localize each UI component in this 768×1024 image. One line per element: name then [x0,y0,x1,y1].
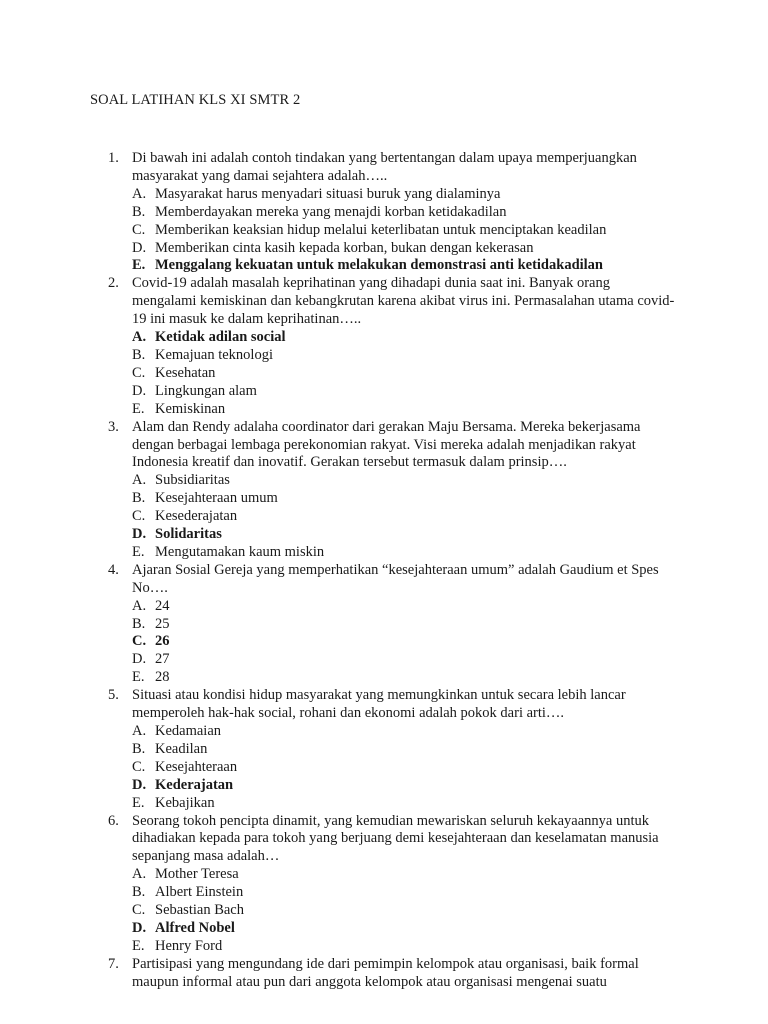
option-letter: C. [132,902,146,919]
option-letter: C. [132,508,146,525]
answer-option [132,365,676,383]
option-text: Alfred Nobel [155,919,235,936]
answer-option [132,472,676,490]
question-text: Alam dan Rendy adalaha coordinator dari gerakan Maju Bersama. Mereka bekerjasama dengan berbagai lembaga perekonomian rakyat. Visi mereka adalah menjadikan rakyat Indonesia kreatif dan inovatif. Gerakan tersebut termasuk dalam prinsip…. [132,418,641,471]
option-text: Memberdayakan mereka yang menajdi korban ketidakadilan [155,203,507,220]
option-text: Subsidiaritas [155,472,230,489]
option-text: Kemiskinan [155,400,226,417]
option-letter: B. [132,884,146,901]
answer-options [132,186,676,276]
answer-options [132,598,676,688]
option-text: Masyarakat harus menyadari situasi buruk yang dialaminya [155,185,501,202]
option-letter: C. [132,364,146,381]
option-text: Kesehatan [155,364,216,381]
option-text: Henry Ford [155,937,223,954]
option-letter: B. [132,615,146,632]
option-letter: D. [132,776,147,793]
answer-option [132,490,676,508]
question-number: 1. [108,150,119,166]
question-text: Seorang tokoh pencipta dinamit, yang kemudian mewariskan seluruh kekayaannya untuk dihadiakan kepada para tokoh yang berjuang demi kesejahteraan dan keselamatan manusia sepanjang masa adalah… [132,812,659,865]
answer-option [132,186,676,204]
option-text: Memberikan cinta kasih kepada korban, bukan dengan kekerasan [155,239,534,256]
question-number: 5. [108,687,119,704]
option-text: Sebastian Bach [155,902,244,919]
answer-option [132,383,676,401]
answer-option [132,795,676,813]
option-letter: E. [132,257,146,274]
question-number: 3. [108,418,119,435]
answer-options [132,866,676,956]
option-text: 24 [155,597,170,614]
option-letter: C. [132,633,147,650]
question-item [108,956,676,992]
option-letter: A. [132,723,147,739]
answer-option [132,938,676,956]
answer-option [132,651,676,669]
option-letter: D. [132,651,147,668]
answer-option [132,598,676,616]
option-text: Memberikan keaksian hidup melalui keterlibatan untuk menciptakan keadilan [155,221,607,238]
answer-options [132,329,676,419]
question-item [108,813,676,956]
option-letter: A. [132,185,147,202]
option-text: Solidaritas [155,526,222,543]
question-number: 7. [108,955,119,972]
answer-option [132,222,676,240]
option-letter: A. [132,472,147,489]
option-letter: C. [132,221,146,238]
answer-option-correct [132,633,676,651]
answer-option-correct [132,920,676,938]
question-text: Covid-19 adalah masalah keprihatinan yang dihadapi dunia saat ini. Banyak orang mengalami kemiskinan dan kebangkrutan karena akibat virus ini. Permasalahan utama covid-19 ini masuk ke dalam keprihatinan….. [132,275,675,328]
option-text: 25 [155,615,170,632]
option-text: 28 [155,669,170,686]
option-text: Kederajatan [155,776,234,793]
option-letter: E. [132,794,145,811]
answer-option [132,902,676,920]
option-text: Mother Teresa [155,866,239,883]
option-text: Mengutamakan kaum miskin [155,543,325,560]
answer-option [132,240,676,258]
answer-option [132,669,676,687]
answer-option [132,204,676,222]
option-text: Kebajikan [155,794,215,811]
answer-option [132,508,676,526]
option-text: Albert Einstein [155,884,244,901]
question-text: Partisipasi yang mengundang ide dari pemimpin kelompok atau organisasi, baik formal maupun informal atau pun dari anggota kelompok atau organisasi mengenai suatu [132,955,639,990]
answer-option [132,401,676,419]
document-title: SOAL LATIHAN KLS XI SMTR 2 [90,92,301,108]
question-text: Situasi atau kondisi hidup masyarakat yang memungkinkan untuk secara lebih lancar memperoleh hak-hak social, rohani dan ekonomi adalah pokok dari arti…. [132,687,626,722]
option-letter: E. [132,937,145,954]
answer-option [132,741,676,759]
answer-option [132,347,676,365]
option-letter: C. [132,758,146,775]
option-letter: E. [132,669,145,686]
option-text: Kesejahteraan [155,758,238,775]
question-text: Ajaran Sosial Gereja yang memperhatikan “kesejahteraan umum” adalah Gaudium et Spes No…. [132,561,659,596]
option-letter: B. [132,740,146,757]
answer-options [132,472,676,562]
question-number: 4. [108,561,119,578]
question-item [108,275,676,418]
option-text: 26 [155,633,170,650]
option-letter: B. [132,203,146,220]
option-text: Menggalang kekuatan untuk melakukan demonstrasi anti ketidakadilan [155,257,603,274]
answer-option [132,616,676,634]
option-letter: D. [132,382,147,399]
question-item [108,150,676,275]
answer-option-correct [132,257,676,275]
answer-options [132,723,676,813]
option-letter: A. [132,329,147,346]
option-letter: E. [132,400,145,417]
question-number: 2. [108,275,119,292]
option-letter: A. [132,866,147,883]
option-letter: B. [132,346,146,363]
option-letter: D. [132,919,147,936]
option-text: Kesejahteraan umum [155,490,278,507]
answer-option-correct [132,329,676,347]
answer-option [132,759,676,777]
question-list [108,150,676,992]
answer-option [132,544,676,562]
answer-option-correct [132,526,676,544]
question-item [108,419,676,562]
option-letter: E. [132,543,145,560]
option-letter: A. [132,597,147,614]
option-letter: D. [132,526,147,543]
option-text: Kedamaian [155,723,222,739]
answer-option [132,884,676,902]
option-text: 27 [155,651,170,668]
question-number: 6. [108,812,119,829]
answer-option [132,723,676,741]
option-letter: D. [132,239,147,256]
option-text: Lingkungan alam [155,382,257,399]
question-text: Di bawah ini adalah contoh tindakan yang bertentangan dalam upaya memperjuangkan masyarakat yang damai sejahtera adalah….. [132,150,637,184]
answer-option [132,866,676,884]
answer-option-correct [132,777,676,795]
option-text: Kemajuan teknologi [155,346,273,363]
option-text: Ketidak adilan social [155,329,286,346]
question-item [108,562,676,687]
option-text: Kesederajatan [155,508,238,525]
option-text: Keadilan [155,740,208,757]
option-letter: B. [132,490,146,507]
question-item [108,687,676,812]
